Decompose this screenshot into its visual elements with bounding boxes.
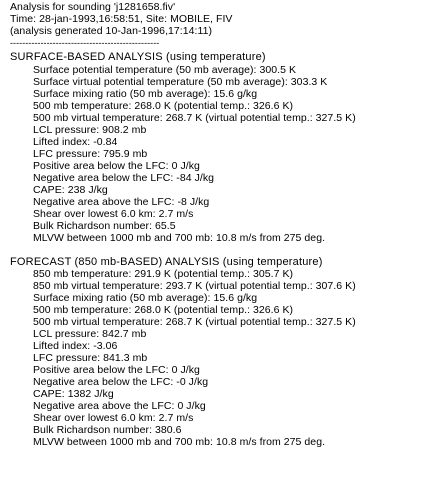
surface-line: 500 mb temperature: 268.0 K (potential temp.: 326.6 K) bbox=[33, 100, 294, 112]
report-time-site: Time: 28-jan-1993,16:58:51, Site: MOBILE, FIV bbox=[10, 13, 233, 25]
surface-line: Shear over lowest 6.0 km: 2.7 m/s bbox=[33, 208, 194, 220]
report-title: Analysis for sounding 'j1281658.fiv' bbox=[10, 1, 176, 13]
surface-line: Lifted index: -0.84 bbox=[33, 136, 118, 148]
forecast-line: Surface mixing ratio (50 mb average): 15.6 g/kg bbox=[33, 292, 258, 304]
surface-line: MLVW between 1000 mb and 700 mb: 10.8 m/s from 275 deg. bbox=[33, 232, 326, 244]
forecast-line: Negative area above the LFC: 0 J/kg bbox=[33, 400, 206, 412]
surface-line: Surface mixing ratio (50 mb average): 15.6 g/kg bbox=[33, 88, 258, 100]
forecast-line: CAPE: 1382 J/kg bbox=[33, 388, 114, 400]
surface-line: Positive area below the LFC: 0 J/kg bbox=[33, 160, 200, 172]
surface-line: CAPE: 238 J/kg bbox=[33, 184, 108, 196]
surface-line: LCL pressure: 908.2 mb bbox=[33, 124, 147, 136]
forecast-line: 850 mb virtual temperature: 293.7 K (virtual potential temp.: 307.6 K) bbox=[33, 280, 356, 292]
forecast-line: MLVW between 1000 mb and 700 mb: 10.8 m/s from 275 deg. bbox=[33, 436, 326, 448]
forecast-line: 500 mb temperature: 268.0 K (potential temp.: 326.6 K) bbox=[33, 304, 294, 316]
surface-line: Surface virtual potential temperature (50 mb average): 303.3 K bbox=[33, 76, 328, 88]
report-generated: (analysis generated 10-Jan-1996,17:14:11) bbox=[10, 25, 213, 37]
surface-line: Surface potential temperature (50 mb average): 300.5 K bbox=[33, 64, 297, 76]
surface-line: Negative area below the LFC: -84 J/kg bbox=[33, 172, 215, 184]
surface-line: Negative area above the LFC: -8 J/kg bbox=[33, 196, 210, 208]
forecast-line: LCL pressure: 842.7 mb bbox=[33, 328, 147, 340]
header-separator: ------------------------------------------------- bbox=[10, 38, 160, 48]
surface-line: Bulk Richardson number: 65.5 bbox=[33, 220, 176, 232]
forecast-line: Positive area below the LFC: 0 J/kg bbox=[33, 364, 200, 376]
forecast-line: Shear over lowest 6.0 km: 2.7 m/s bbox=[33, 412, 194, 424]
forecast-line: LFC pressure: 841.3 mb bbox=[33, 352, 148, 364]
surface-line: LFC pressure: 795.9 mb bbox=[33, 148, 148, 160]
forecast-line: Bulk Richardson number: 380.6 bbox=[33, 424, 182, 436]
forecast-line: 500 mb virtual temperature: 268.7 K (virtual potential temp.: 327.5 K) bbox=[33, 316, 356, 328]
forecast-section-title: FORECAST (850 mb-BASED) ANALYSIS (using temperature) bbox=[10, 256, 323, 268]
forecast-line: Lifted index: -3.06 bbox=[33, 340, 118, 352]
forecast-line: Negative area below the LFC: -0 J/kg bbox=[33, 376, 209, 388]
surface-section-title: SURFACE-BASED ANALYSIS (using temperature) bbox=[10, 51, 266, 63]
surface-line: 500 mb virtual temperature: 268.7 K (virtual potential temp.: 327.5 K) bbox=[33, 112, 356, 124]
forecast-line: 850 mb temperature: 291.9 K (potential temp.: 305.7 K) bbox=[33, 268, 294, 280]
